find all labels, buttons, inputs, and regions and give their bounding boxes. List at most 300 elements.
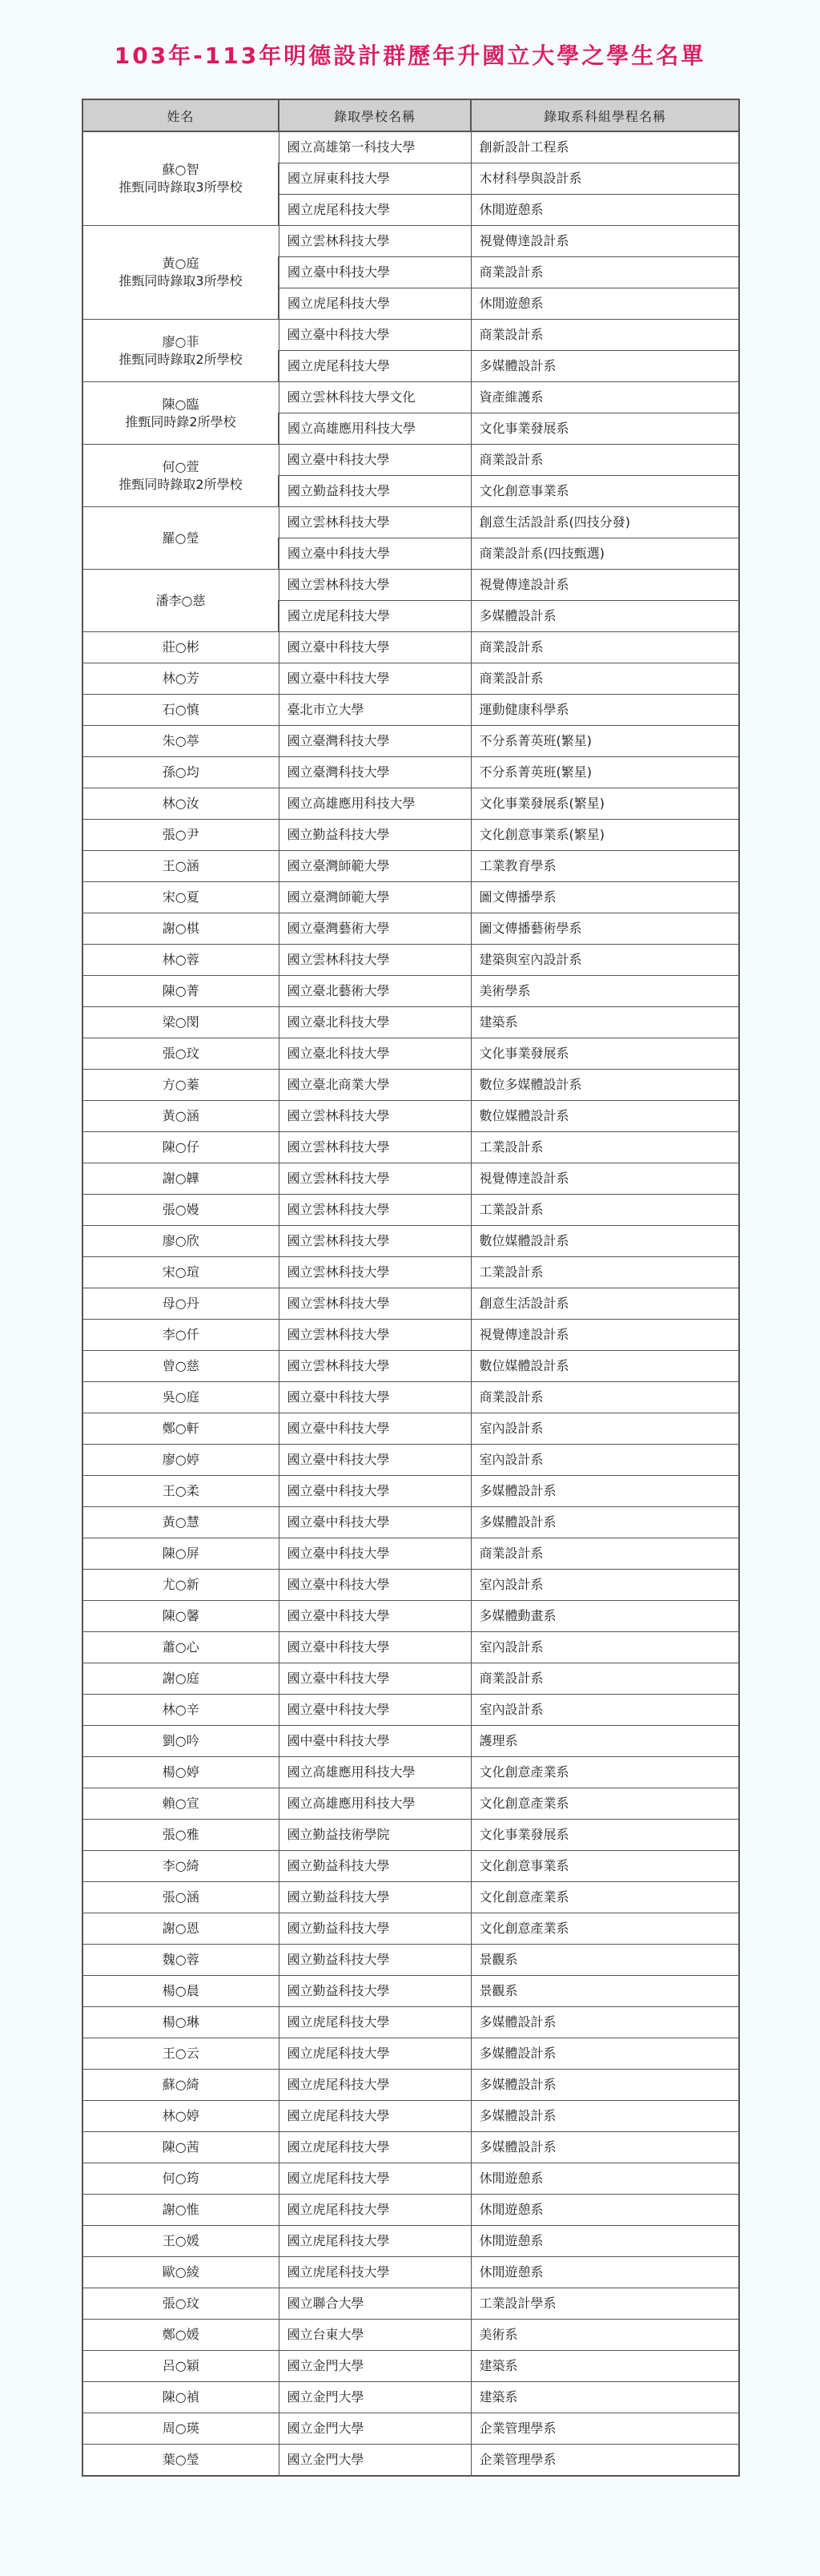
student-name-cell: 劉○吟	[82, 1726, 279, 1757]
table-row	[82, 820, 739, 851]
student-name-cell: 黃○涵	[82, 1101, 279, 1132]
student-name-cell: 莊○彬	[82, 632, 279, 663]
dept-cell: 視覺傳達設計系	[471, 1320, 739, 1351]
school-cell: 國立勤益科技大學	[279, 1913, 471, 1945]
table-row	[82, 913, 739, 945]
school-cell: 國立雲林科技大學	[279, 945, 471, 976]
dept-cell: 美術系	[471, 2320, 739, 2351]
dept-cell: 工業設計系	[471, 1132, 739, 1163]
table-row	[82, 2288, 739, 2320]
student-name-cell	[82, 570, 279, 632]
table-row	[82, 445, 739, 476]
dept-cell: 美術學系	[471, 976, 739, 1007]
student-name-cell: 呂○穎	[82, 2351, 279, 2382]
student-name-cell: 鄭○軒	[82, 1413, 279, 1445]
table-row	[82, 226, 739, 257]
student-name-cell	[82, 445, 279, 507]
dept-cell: 商業設計系	[471, 1538, 739, 1570]
dept-cell: 休閒遊憩系	[471, 2163, 739, 2195]
dept-cell: 文化事業發展系(繁星)	[471, 788, 739, 820]
dept-cell: 多媒體設計系	[471, 2007, 739, 2038]
dept-cell: 文化創意產業系	[471, 1788, 739, 1820]
table-row	[82, 976, 739, 1007]
student-name-cell: 張○玟	[82, 2288, 279, 2320]
table-row	[82, 2320, 739, 2351]
school-cell: 國立金門大學	[279, 2445, 471, 2477]
student-name-cell: 王○云	[82, 2038, 279, 2070]
school-cell: 國立臺中科技大學	[279, 1413, 471, 1445]
dept-cell: 文化創意產業系	[471, 1913, 739, 1945]
header-name: 姓名	[82, 99, 279, 131]
table-row	[82, 1163, 739, 1195]
table-row	[82, 1038, 739, 1070]
school-cell: 國立金門大學	[279, 2382, 471, 2413]
table-row	[82, 788, 739, 820]
student-name-cell: 陳○仔	[82, 1132, 279, 1163]
dept-cell: 視覺傳達設計系	[471, 226, 739, 257]
admission-note: 推甄同時錄取2所學校	[119, 476, 243, 492]
school-cell: 國立臺中科技大學	[279, 632, 471, 663]
dept-cell: 建築系	[471, 2382, 739, 2413]
school-cell: 國立雲林科技大學	[279, 1101, 471, 1132]
student-name-cell: 楊○晨	[82, 1976, 279, 2007]
school-cell: 國立台東大學	[279, 2320, 471, 2351]
school-cell: 國立虎尾科技大學	[279, 2007, 471, 2038]
school-cell: 國立雲林科技大學	[279, 570, 471, 601]
school-cell: 國立雲林科技大學	[279, 507, 471, 538]
dept-cell: 多媒體設計系	[471, 1507, 739, 1538]
table-header-row	[82, 99, 739, 131]
dept-cell: 木材科學與設計系	[471, 163, 739, 195]
school-cell: 國立雲林科技大學	[279, 1226, 471, 1257]
student-name-cell: 蘇○綺	[82, 2070, 279, 2101]
table-row	[82, 851, 739, 882]
student-name-cell: 李○綺	[82, 1851, 279, 1882]
student-name-cell: 周○瑛	[82, 2413, 279, 2445]
school-cell: 國立虎尾科技大學	[279, 2038, 471, 2070]
school-cell: 國立臺中科技大學	[279, 663, 471, 695]
student-name-cell: 楊○琳	[82, 2007, 279, 2038]
table-row	[82, 945, 739, 976]
dept-cell: 創新設計工程系	[471, 131, 739, 163]
student-name-cell: 石○慎	[82, 695, 279, 726]
student-name-cell: 王○柔	[82, 1476, 279, 1507]
school-cell: 國立勤益技術學院	[279, 1820, 471, 1851]
table-row	[82, 1507, 739, 1538]
student-name-cell	[82, 131, 279, 226]
school-cell: 國立臺中科技大學	[279, 1663, 471, 1695]
dept-cell: 企業管理學系	[471, 2445, 739, 2477]
table-row	[82, 1382, 739, 1413]
school-cell: 國立臺中科技大學	[279, 1632, 471, 1663]
table-row	[82, 1101, 739, 1132]
student-name-cell: 朱○葶	[82, 726, 279, 757]
table-row	[82, 2007, 739, 2038]
dept-cell: 多媒體設計系	[471, 2038, 739, 2070]
table-row	[82, 1007, 739, 1038]
dept-cell: 室內設計系	[471, 1632, 739, 1663]
school-cell: 國立臺中科技大學	[279, 1476, 471, 1507]
student-name-cell: 張○雅	[82, 1820, 279, 1851]
student-name-cell: 廖○欣	[82, 1226, 279, 1257]
table-row	[82, 382, 739, 413]
student-name-cell: 林○汝	[82, 788, 279, 820]
student-name: 羅○瑩	[162, 530, 199, 546]
table-row	[82, 570, 739, 601]
table-row	[82, 2445, 739, 2477]
dept-cell: 數位多媒體設計系	[471, 1070, 739, 1101]
student-name-cell: 陳○禎	[82, 2382, 279, 2413]
table-row	[82, 507, 739, 538]
student-name-cell: 楊○婷	[82, 1757, 279, 1788]
student-name-cell: 謝○恩	[82, 1913, 279, 1945]
table-row	[82, 663, 739, 695]
school-cell: 國立勤益科技大學	[279, 476, 471, 507]
school-cell: 國立虎尾科技大學	[279, 2195, 471, 2226]
table-row	[82, 2132, 739, 2163]
table-row	[82, 1445, 739, 1476]
student-name-cell: 魏○蓉	[82, 1945, 279, 1976]
school-cell: 國立臺中科技大學	[279, 1538, 471, 1570]
student-name-cell: 宋○瑄	[82, 1257, 279, 1288]
student-name-cell: 張○嫚	[82, 1195, 279, 1226]
page-title: 103年-113年明德設計群歷年升國立大學之學生名單	[114, 42, 706, 69]
school-cell: 國立臺中科技大學	[279, 257, 471, 288]
student-name-cell	[82, 382, 279, 445]
student-name: 廖○菲	[162, 333, 199, 349]
student-name-cell: 宋○夏	[82, 882, 279, 913]
dept-cell: 工業設計系	[471, 1195, 739, 1226]
table-row	[82, 1695, 739, 1726]
admission-note: 推甄同時錄2所學校	[125, 413, 236, 429]
table-row	[82, 2257, 739, 2288]
dept-cell: 商業設計系	[471, 257, 739, 288]
dept-cell: 文化事業發展系	[471, 413, 739, 445]
school-cell: 國立雲林科技大學文化	[279, 382, 471, 413]
school-cell: 國立高雄第一科技大學	[279, 131, 471, 163]
table-row	[82, 1913, 739, 1945]
student-name-cell: 葉○瑩	[82, 2445, 279, 2477]
table-row	[82, 320, 739, 351]
student-name-cell: 尤○新	[82, 1570, 279, 1601]
school-cell: 國立高雄應用科技大學	[279, 1788, 471, 1820]
dept-cell: 休閒遊憩系	[471, 2257, 739, 2288]
school-cell: 國立雲林科技大學	[279, 1132, 471, 1163]
table-row	[82, 1820, 739, 1851]
dept-cell: 多媒體設計系	[471, 2132, 739, 2163]
school-cell: 國立勤益科技大學	[279, 1945, 471, 1976]
dept-cell: 室內設計系	[471, 1445, 739, 1476]
table-row	[82, 2038, 739, 2070]
student-name-cell: 蕭○心	[82, 1632, 279, 1663]
table-row	[82, 2101, 739, 2132]
student-name-cell: 謝○韡	[82, 1163, 279, 1195]
school-cell: 國立臺北商業大學	[279, 1070, 471, 1101]
dept-cell: 圖文傳播藝術學系	[471, 913, 739, 945]
student-name-cell: 吳○庭	[82, 1382, 279, 1413]
school-cell: 國立雲林科技大學	[279, 1351, 471, 1382]
student-name-cell: 張○玟	[82, 1038, 279, 1070]
dept-cell: 景觀系	[471, 1945, 739, 1976]
student-name-cell: 王○涵	[82, 851, 279, 882]
dept-cell: 多媒體設計系	[471, 2101, 739, 2132]
student-name-cell: 林○婷	[82, 2101, 279, 2132]
student-name-cell: 黃○慧	[82, 1507, 279, 1538]
dept-cell: 室內設計系	[471, 1413, 739, 1445]
dept-cell: 數位媒體設計系	[471, 1351, 739, 1382]
student-name-cell: 鄭○媛	[82, 2320, 279, 2351]
table-row	[82, 1945, 739, 1976]
dept-cell: 文化創意產業系	[471, 1757, 739, 1788]
school-cell: 國立臺灣師範大學	[279, 851, 471, 882]
table-row	[82, 1257, 739, 1288]
student-name-cell: 張○涵	[82, 1882, 279, 1913]
student-name-cell: 謝○棋	[82, 913, 279, 945]
table-row	[82, 1851, 739, 1882]
table-row	[82, 726, 739, 757]
school-cell: 國立虎尾科技大學	[279, 2163, 471, 2195]
student-name-cell	[82, 320, 279, 382]
dept-cell: 運動健康科學系	[471, 695, 739, 726]
school-cell: 國立雲林科技大學	[279, 226, 471, 257]
dept-cell: 工業設計系	[471, 1257, 739, 1288]
student-name-cell: 林○蓉	[82, 945, 279, 976]
dept-cell: 文化創意產業系	[471, 1882, 739, 1913]
student-name-cell: 王○媛	[82, 2226, 279, 2257]
student-name: 黃○庭	[162, 256, 199, 271]
table-row	[82, 1351, 739, 1382]
admission-note: 推甄同時錄取3所學校	[119, 179, 243, 195]
student-name-cell: 陳○茜	[82, 2132, 279, 2163]
school-cell: 國立聯合大學	[279, 2288, 471, 2320]
school-cell: 國立臺中科技大學	[279, 1445, 471, 1476]
table-row	[82, 1070, 739, 1101]
student-name-cell	[82, 507, 279, 570]
school-cell: 國立虎尾科技大學	[279, 2226, 471, 2257]
table-row	[82, 2163, 739, 2195]
school-cell: 國立屏東科技大學	[279, 163, 471, 195]
school-cell: 國立勤益科技大學	[279, 1851, 471, 1882]
table-row	[82, 2413, 739, 2445]
student-name-cell: 陳○屏	[82, 1538, 279, 1570]
school-cell: 國立勤益科技大學	[279, 820, 471, 851]
school-cell: 國立雲林科技大學	[279, 1195, 471, 1226]
student-name-cell	[82, 226, 279, 320]
table-row	[82, 1663, 739, 1695]
student-name-cell: 方○蓁	[82, 1070, 279, 1101]
dept-cell: 創意生活設計系	[471, 1288, 739, 1320]
table-row	[82, 1570, 739, 1601]
student-name-cell: 林○芳	[82, 663, 279, 695]
student-name-cell: 謝○庭	[82, 1663, 279, 1695]
school-cell: 國立雲林科技大學	[279, 1320, 471, 1351]
school-cell: 國立虎尾科技大學	[279, 195, 471, 226]
school-cell: 國立虎尾科技大學	[279, 2070, 471, 2101]
dept-cell: 資產維護系	[471, 382, 739, 413]
school-cell: 國立虎尾科技大學	[279, 288, 471, 320]
dept-cell: 文化事業發展系	[471, 1820, 739, 1851]
school-cell: 國立虎尾科技大學	[279, 601, 471, 632]
table-row	[82, 2195, 739, 2226]
school-cell: 國立虎尾科技大學	[279, 2132, 471, 2163]
dept-cell: 企業管理學系	[471, 2413, 739, 2445]
dept-cell: 商業設計系	[471, 320, 739, 351]
dept-cell: 商業設計系	[471, 445, 739, 476]
school-cell: 國立高雄應用科技大學	[279, 1757, 471, 1788]
school-cell: 國立臺中科技大學	[279, 1570, 471, 1601]
student-name-cell: 張○尹	[82, 820, 279, 851]
table-row	[82, 695, 739, 726]
dept-cell: 文化創意事業系	[471, 1851, 739, 1882]
table-row	[82, 757, 739, 788]
table-row	[82, 1757, 739, 1788]
dept-cell: 多媒體設計系	[471, 351, 739, 382]
table-row	[82, 1320, 739, 1351]
school-cell: 國立雲林科技大學	[279, 1163, 471, 1195]
school-cell: 國中臺中科技大學	[279, 1726, 471, 1757]
dept-cell: 室內設計系	[471, 1695, 739, 1726]
dept-cell: 休閒遊憩系	[471, 288, 739, 320]
student-name-cell: 陳○菁	[82, 976, 279, 1007]
student-name: 何○萱	[162, 458, 199, 474]
table-row	[82, 1788, 739, 1820]
dept-cell: 多媒體動畫系	[471, 1601, 739, 1632]
table-row	[82, 1226, 739, 1257]
school-cell: 國立勤益科技大學	[279, 1976, 471, 2007]
table-row	[82, 1601, 739, 1632]
table-row	[82, 1632, 739, 1663]
dept-cell: 商業設計系	[471, 663, 739, 695]
dept-cell: 視覺傳達設計系	[471, 1163, 739, 1195]
table-row	[82, 1882, 739, 1913]
student-name-cell: 母○丹	[82, 1288, 279, 1320]
school-cell: 國立臺北藝術大學	[279, 976, 471, 1007]
school-cell: 國立高雄應用科技大學	[279, 413, 471, 445]
student-admission-table	[82, 99, 740, 2477]
admission-note: 推甄同時錄取3所學校	[119, 273, 243, 288]
dept-cell: 休閒遊憩系	[471, 195, 739, 226]
dept-cell: 多媒體設計系	[471, 601, 739, 632]
dept-cell: 護理系	[471, 1726, 739, 1757]
table-row	[82, 882, 739, 913]
dept-cell: 多媒體設計系	[471, 1476, 739, 1507]
dept-cell: 商業設計系	[471, 1382, 739, 1413]
school-cell: 國立臺中科技大學	[279, 1507, 471, 1538]
dept-cell: 室內設計系	[471, 1570, 739, 1601]
school-cell: 國立臺北科技大學	[279, 1007, 471, 1038]
school-cell: 國立臺中科技大學	[279, 1601, 471, 1632]
student-name-cell: 陳○馨	[82, 1601, 279, 1632]
student-name: 蘇○智	[162, 162, 199, 177]
school-cell: 臺北市立大學	[279, 695, 471, 726]
school-cell: 國立金門大學	[279, 2413, 471, 2445]
student-name-cell: 謝○惟	[82, 2195, 279, 2226]
dept-cell: 不分系菁英班(繁星)	[471, 726, 739, 757]
dept-cell: 休閒遊憩系	[471, 2195, 739, 2226]
dept-cell: 多媒體設計系	[471, 2070, 739, 2101]
school-cell: 國立臺灣科技大學	[279, 726, 471, 757]
dept-cell: 商業設計系(四技甄選)	[471, 538, 739, 570]
dept-cell: 休閒遊憩系	[471, 2226, 739, 2257]
school-cell: 國立臺中科技大學	[279, 445, 471, 476]
dept-cell: 商業設計系	[471, 632, 739, 663]
student-name-cell: 李○仟	[82, 1320, 279, 1351]
school-cell: 國立臺中科技大學	[279, 320, 471, 351]
table-row	[82, 1288, 739, 1320]
dept-cell: 數位媒體設計系	[471, 1226, 739, 1257]
school-cell: 國立金門大學	[279, 2351, 471, 2382]
dept-cell: 景觀系	[471, 1976, 739, 2007]
school-cell: 國立虎尾科技大學	[279, 2257, 471, 2288]
table-row	[82, 1976, 739, 2007]
table-row	[82, 1195, 739, 1226]
table-row	[82, 1726, 739, 1757]
school-cell: 國立臺北科技大學	[279, 1038, 471, 1070]
table-row	[82, 1413, 739, 1445]
dept-cell: 不分系菁英班(繁星)	[471, 757, 739, 788]
dept-cell: 視覺傳達設計系	[471, 570, 739, 601]
dept-cell: 數位媒體設計系	[471, 1101, 739, 1132]
student-name-cell: 歐○綾	[82, 2257, 279, 2288]
school-cell: 國立臺中科技大學	[279, 538, 471, 570]
school-cell: 國立臺中科技大學	[279, 1382, 471, 1413]
dept-cell: 文化創意事業系(繁星)	[471, 820, 739, 851]
student-name-cell: 賴○宣	[82, 1788, 279, 1820]
dept-cell: 商業設計系	[471, 1663, 739, 1695]
dept-cell: 文化事業發展系	[471, 1038, 739, 1070]
student-name-cell: 梁○閔	[82, 1007, 279, 1038]
school-cell: 國立雲林科技大學	[279, 1288, 471, 1320]
header-dept: 錄取系科組學程名稱	[471, 99, 739, 131]
school-cell: 國立虎尾科技大學	[279, 2101, 471, 2132]
dept-cell: 圖文傳播學系	[471, 882, 739, 913]
school-cell: 國立虎尾科技大學	[279, 351, 471, 382]
table-row	[82, 131, 739, 163]
student-name-cell: 林○辛	[82, 1695, 279, 1726]
school-cell: 國立高雄應用科技大學	[279, 788, 471, 820]
school-cell: 國立臺灣師範大學	[279, 882, 471, 913]
student-name-cell: 廖○婷	[82, 1445, 279, 1476]
table-row	[82, 1132, 739, 1163]
dept-cell: 建築系	[471, 1007, 739, 1038]
table-row	[82, 1476, 739, 1507]
dept-cell: 創意生活設計系(四技分發)	[471, 507, 739, 538]
table-row	[82, 2070, 739, 2101]
header-school: 錄取學校名稱	[279, 99, 471, 131]
table-row	[82, 1538, 739, 1570]
dept-cell: 工業教育學系	[471, 851, 739, 882]
table-row	[82, 2351, 739, 2382]
school-cell: 國立臺中科技大學	[279, 1695, 471, 1726]
school-cell: 國立臺灣科技大學	[279, 757, 471, 788]
student-name-cell: 曾○慈	[82, 1351, 279, 1382]
student-name: 陳○臨	[162, 396, 199, 412]
dept-cell: 工業設計學系	[471, 2288, 739, 2320]
table-row	[82, 2382, 739, 2413]
student-name-cell: 孫○均	[82, 757, 279, 788]
school-cell: 國立臺灣藝術大學	[279, 913, 471, 945]
school-cell: 國立勤益科技大學	[279, 1882, 471, 1913]
admission-note: 推甄同時錄取2所學校	[119, 351, 243, 367]
table-row	[82, 632, 739, 663]
school-cell: 國立雲林科技大學	[279, 1257, 471, 1288]
dept-cell: 建築與室內設計系	[471, 945, 739, 976]
dept-cell: 文化創意事業系	[471, 476, 739, 507]
student-name-cell: 何○筠	[82, 2163, 279, 2195]
student-name: 潘李○慈	[155, 592, 206, 608]
dept-cell: 建築系	[471, 2351, 739, 2382]
table-row	[82, 2226, 739, 2257]
